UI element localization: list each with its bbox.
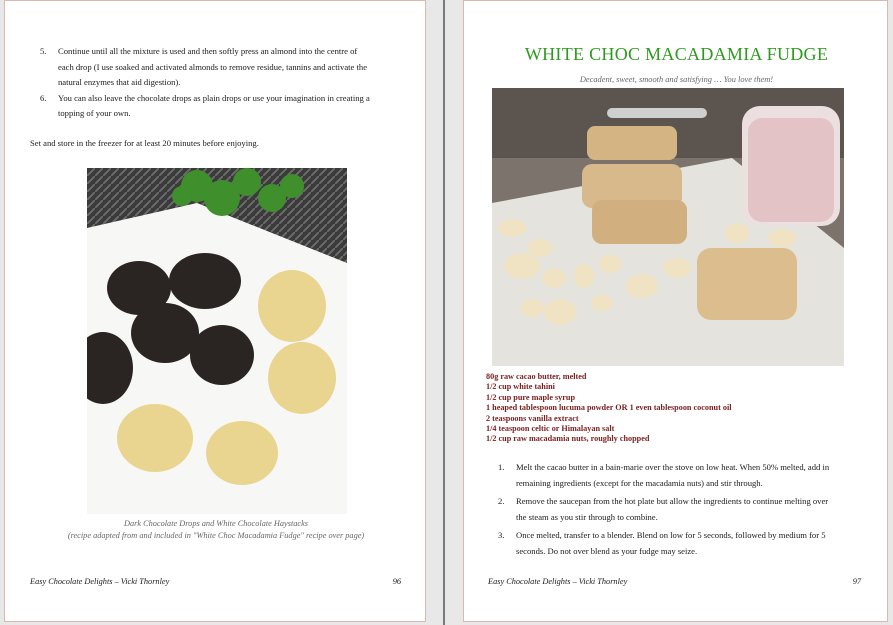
photo-caption bbox=[5, 518, 427, 542]
method-steps-continued bbox=[30, 44, 370, 122]
step-text-line: remaining ingredients (except for the macadamia nuts) and stir through. bbox=[516, 477, 763, 488]
ingredient-item: 1/2 cup pure maple syrup bbox=[486, 392, 576, 402]
footer-book-title: Easy Chocolate Delights – Vicki Thornley bbox=[488, 577, 628, 586]
method-steps bbox=[488, 460, 829, 559]
caption-note: (recipe adapted from and included in "White Choc Macadamia Fudge" recipe over page) bbox=[67, 531, 365, 540]
recipe-title: WHITE CHOC MACADAMIA FUDGE bbox=[524, 44, 829, 64]
page-97 bbox=[463, 0, 888, 622]
ingredient-item: 1/2 cup raw macadamia nuts, roughly chopped bbox=[486, 434, 650, 444]
footer-book-title: Easy Chocolate Delights – Vicki Thornley bbox=[30, 577, 170, 586]
step-text-line: seconds. Do not over blend as your fudge may seize. bbox=[516, 545, 698, 556]
ingredient-item: 2 teaspoons vanilla extract bbox=[486, 413, 579, 423]
step-text-line: You can also leave the chocolate drops as plain drops or use your imagination in creating a bbox=[58, 92, 370, 103]
ingredient-item: 1/2 cup white tahini bbox=[486, 382, 555, 392]
method-step-1: 1. Melt the cacao butter in a bain-marie over the stove on low heat. When 50% melted, add in remaining ingredients (except for the macadamia nuts) and stir through. bbox=[488, 460, 829, 491]
page-gutter bbox=[443, 0, 445, 625]
method-step-5: 5. Continue until all the mixture is used and then softly press an almond into the centre of each drop (I use soaked and activated almonds to remove residue, tannins and activate the natural enzymes that aid digestion). bbox=[30, 44, 370, 91]
storage-instruction: Set and store in the freezer for at least 20 minutes before enjoying. bbox=[30, 138, 259, 148]
page-number: 97 bbox=[852, 577, 861, 586]
step-text-line: the steam as you stir through to combine. bbox=[516, 511, 658, 522]
fudge-and-macadamias-photo bbox=[492, 88, 844, 366]
method-step-2: 2. Remove the saucepan from the hot plate but allow the ingredients to continue melting over the steam as you stir through to combine. bbox=[488, 494, 829, 525]
recipe-subtitle: Decadent, sweet, smooth and satisfying … You love them! bbox=[579, 75, 774, 84]
page-number: 96 bbox=[392, 577, 401, 586]
method-step-3: 3. Once melted, transfer to a blender. Blend on low for 5 seconds, followed by medium for 5 seconds. Do not over blend as your fudge may seize. bbox=[488, 528, 829, 559]
step-text-line: topping of your own. bbox=[58, 108, 131, 118]
ingredient-item: 1 heaped tablespoon lucuma powder OR 1 even tablespoon coconut oil bbox=[486, 403, 732, 413]
page-96 bbox=[4, 0, 426, 622]
step-text-line: Continue until all the mixture is used and then softly press an almond into the centre of bbox=[58, 46, 358, 56]
step-text-line: each drop (I use soaked and activated almonds to remove residue, tannins and activate the bbox=[58, 61, 368, 72]
step-text-line: natural enzymes that aid digestion). bbox=[58, 77, 181, 87]
step-text-line: Remove the saucepan from the hot plate but allow the ingredients to continue melting over bbox=[516, 496, 829, 506]
chocolate-drops-and-haystacks-photo bbox=[87, 168, 347, 514]
method-step-6: 6. You can also leave the chocolate drops as plain drops or use your imagination in creating a topping of your own. bbox=[30, 91, 370, 122]
ingredient-list bbox=[486, 372, 732, 445]
caption-title: Dark Chocolate Drops and White Chocolate Haystacks bbox=[123, 519, 309, 528]
step-text-line: Once melted, transfer to a blender. Blend on low for 5 seconds, followed by medium for 5 bbox=[516, 530, 826, 540]
ingredient-item: 1/4 teaspoon celtic or Himalayan salt bbox=[486, 424, 615, 434]
ingredient-item: 80g raw cacao butter, melted bbox=[486, 372, 587, 381]
step-text-line: Melt the cacao butter in a bain-marie over the stove on low heat. When 50% melted, add in bbox=[516, 462, 830, 472]
